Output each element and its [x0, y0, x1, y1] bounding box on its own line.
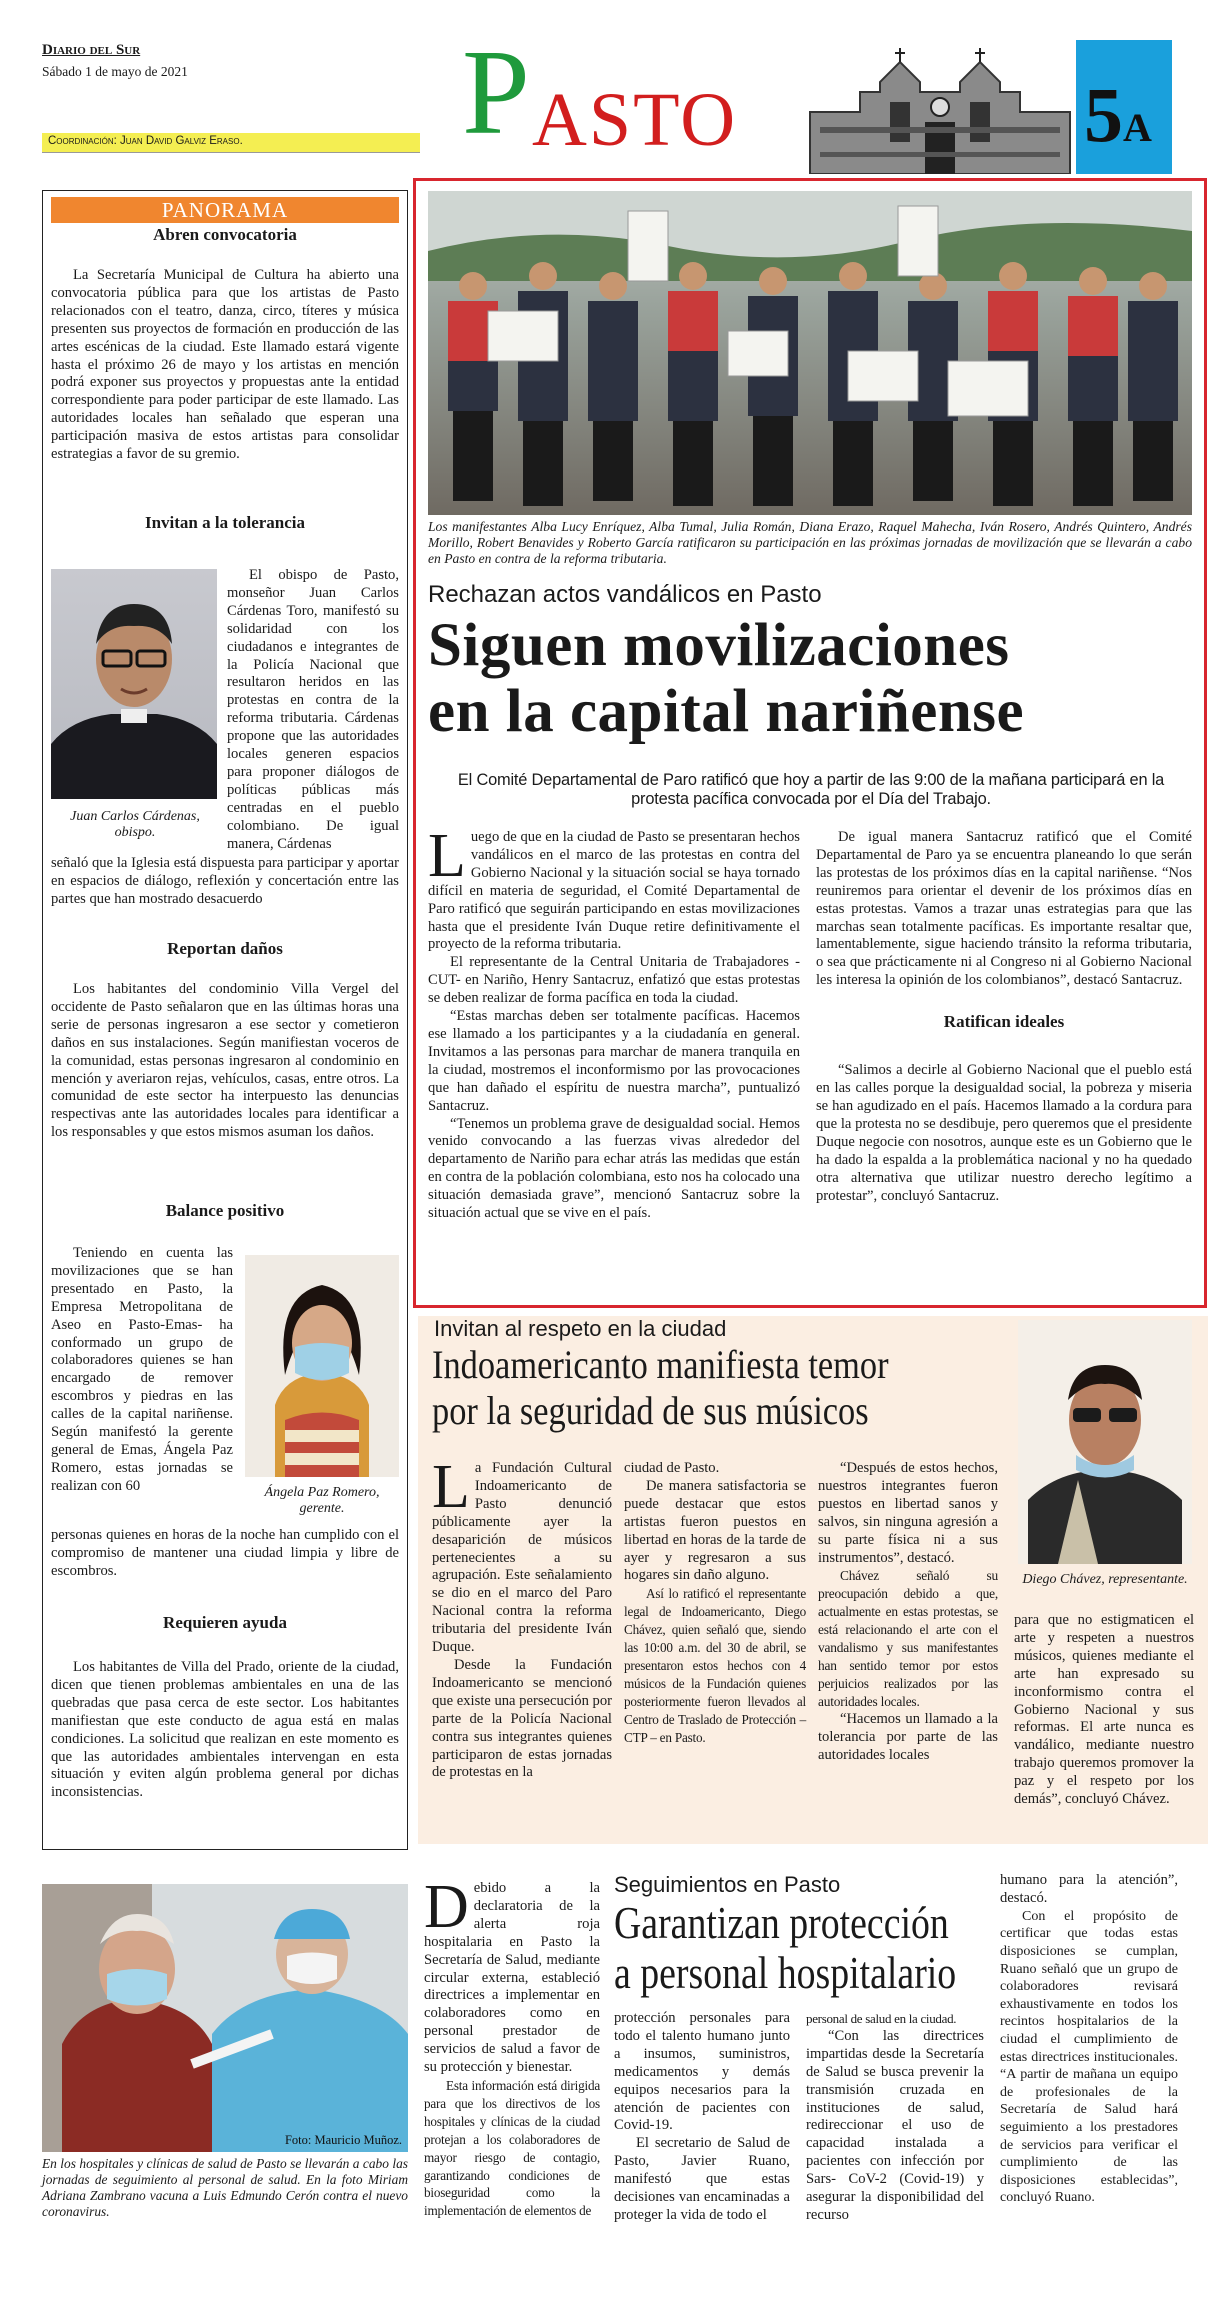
main-paragraph: “Salimos a decirle al Gobierno Nacional que el pueblo está en las calles porque la desigualdad social, la pobreza y miseria se han agudizado en el país. Hacemos llamado a la cordura para que la protesta no se desdibuje, pero queremos que el presidente Duque negocie con nosotros, aunque este es un Gobierno que le ha dado la espalda a la problemática nacional y no ha quedado otra alternativa que utilizar nuestro derecho legítimo a protestar”, concluyó Santacruz.: [816, 1062, 1192, 1204]
masthead: [0, 0, 1228, 178]
hospital-paragraph: Con el propósito de certificar que todas estas disposiciones se cumplan, Ruano señaló que un grupo de colaboradores revisará exhaustivamente en todos los recintos hospitalarios de la ciudad el cumplimiento de estas directrices institucionales. “A partir de mañana un equipo de profesionales de la Secretaría de Salud hará seguimiento a los prestadores de servicios para verificar el cumplimiento de las disposiciones establecidas”, concluyó Ruano.: [1000, 1908, 1178, 2206]
protest-photo-caption: Los manifestantes Alba Lucy Enríquez, Alba Tumal, Julia Román, Diana Erazo, Raquel Mahecha, Iván Rosero, Andrés Quintero, Andrés Morillo, Robert Benavides y Roberto García ratificaron su participación en las próximas jornadas de movilización que se llevarán a cabo en Pasto en contra de la reforma tributaria.: [428, 519, 1192, 566]
newspaper-name: Diario del Sur: [42, 42, 141, 58]
main-headline: [428, 613, 1192, 745]
indo-paragraph: para que no estigmaticen el arte y respeten a nuestros músicos, quienes mediante el arte han expresado su inconformismo contra el Gobierno Nacional y sus reformas. El arte nunca es vandálico, mediante nuestro trabajo queremos promover la paz y el respeto por los demás”, concluyó Chávez.: [1014, 1612, 1194, 1808]
main-deck: El Comité Departamental de Paro ratificó que hoy a partir de las 9:00 de la mañana participará en la protesta pacífica convocada por el Día del Trabajo.: [457, 771, 1165, 808]
hospital-headline-line2: a personal hospitalario: [614, 1948, 957, 1998]
main-headline-line2: en la capital nariñense: [428, 678, 1025, 745]
main-paragraph: El representante de la Central Unitaria de Trabajadores -CUT- en Nariño, Henry Santacruz, enfatizó que estas protestas se deben realizar de forma pacífica en toda la ciudad.: [428, 954, 800, 1007]
vaccination-photo: [42, 1884, 408, 2152]
main-paragraph: “Estas marchas deben ser totalmente pacíficas. Hacemos ese llamado a los participantes y a la ciudadanía en general. Invitamos a las personas para marchar de manera tranquila en la ciudad, mostremos el inconformismo por las provocaciones que han dañado el espíritu de nuestra marcha”, puntualizó Santacruz.: [428, 1008, 800, 1114]
hospital-paragraph: Debido a la declaratoria de la alerta roja hospitalaria en Pasto la Secretaría de Salud, mediante circular externa, estableció directrices a implementar en colaboradores como en personal prestador de servicios de salud a favor de su protección y bienestar.: [424, 1873, 600, 2076]
diego-photo: [1018, 1320, 1192, 1564]
indo-paragraph: ciudad de Pasto.: [624, 1460, 720, 1476]
hospital-paragraph: protección personales para todo el talento humano junto a insumos, suministros, medicamentos y demás equipos necesarios para la atención de pacientes con Covid-19.: [614, 2010, 790, 2134]
brief-text: Los habitantes del condominio Villa Vergel del occidente de Pasto señalaron que en las últimas horas una serie de personas ingresaron a ese sector y cometieron daños en sus instalaciones. Según manifiestan voceros de la comunidad, estas personas ingresaron al condominio en mención y averiaron rejas, vehículos, casas, entre otros. La comunidad de este sector ha interpuesto las denuncias respectivas ante las autoridades locales para identificar a los responsables y que estos mismos asuman los daños.: [51, 981, 399, 1141]
hospital-paragraph: personal de salud en la ciudad.: [806, 2011, 957, 2026]
hospital-headline-line1: Garantizan protección: [614, 1898, 949, 1948]
indo-col-1: [432, 1453, 612, 1782]
protest-photo: [428, 191, 1192, 515]
indo-headline-line1: Indoamericanto manifiesta temor: [432, 1342, 889, 1387]
gerente-photo: [245, 1255, 399, 1477]
main-col-2: [816, 829, 1192, 1205]
main-kicker: Rechazan actos vandálicos en Pasto: [428, 581, 822, 608]
main-col-1: [428, 822, 800, 1223]
hospital-paragraph: Esta información está dirigida para que los directivos de los hospitales y clínicas de la ciudad protejan a los colaboradores de mayor riesgo de contagio, garantizando condiciones de bioseguridad como la implementación de elementos de: [424, 2077, 600, 2219]
diego-caption: Diego Chávez, representante.: [1022, 1572, 1188, 1587]
issue-date: Sábado 1 de mayo de 2021: [42, 64, 188, 79]
brief-text: Teniendo en cuenta las movilizaciones que se han presentado en Pasto, la Empresa Metropolitana de Aseo en Pasto-Emas- ha conformado un grupo de colaboradores quienes se han encargado de remover escombros y piedras en las calles de la capital nariñense. Según manifestó la gerente general de Emas, Ángela Paz Romero, estas jornadas se realizan con 60: [51, 1245, 233, 1494]
main-paragraph: De igual manera Santacruz ratificó que el Comité Departamental de Paro ya se encuentra planeando lo que serán las protestas de los próximos días en la capital nariñense. “Nos reuniremos para orientar el devenir de los próximos días en estas protestas. Vamos a trazar unas estrategias para que las marchas sean totalmente pacíficas. Es importante resaltar que, lamentablemente, sigue haciendo tránsito la reforma tributaria, o sea que prácticamente ni al Congreso ni al Gobierno Nacional les interesa la opinión de los colombianos”, destacó Santacruz.: [816, 829, 1192, 989]
section-title: [462, 25, 738, 168]
brief-heading: Invitan a la tolerancia: [144, 513, 306, 532]
photo-credit: Foto: Mauricio Muñoz.: [284, 2133, 402, 2147]
indo-paragraph: De manera satisfactoria se puede destacar que estos artistas fueron puestos en libertad en horas de la tarde de ayer y regresaron a sus hogares sin daño alguno.: [624, 1477, 806, 1584]
brief-heading: Abren convocatoria: [153, 225, 297, 244]
hospital-paragraph: humano para la atención”, destacó.: [1000, 1872, 1178, 1906]
main-story-box: [413, 178, 1207, 1308]
brief-text: señaló que la Iglesia está dispuesta para participar y aportar en espacios de diálogo, reflexión y concertación entre las partes que han mostrado desacuerdo: [51, 855, 399, 907]
bishop-photo: [51, 569, 217, 799]
coordination-text: Coordinación: Juan David Galviz Eraso.: [48, 135, 243, 147]
brief-heading: Requieren ayuda: [163, 1613, 287, 1632]
indo-paragraph: La Fundación Cultural Indoamericanto de Pasto denunció públicamente ayer la desaparición de músicos pertenecientes a su agrupación. Este señalamiento se dio en el marco del Paro Nacional contra la reforma tributaria del presidente Iván Duque.: [432, 1453, 612, 1656]
cathedral-illustration: [800, 42, 1080, 174]
brief-text: personas quienes en horas de la noche han cumplido con el compromiso de mantener una ciudad limpia y libre de escombros.: [51, 1527, 399, 1579]
section-rest: ASTO: [532, 78, 738, 162]
indo-headline: [432, 1342, 939, 1434]
page-number-box: [1076, 40, 1172, 174]
panorama-sidebar: [42, 190, 408, 1850]
section-initial: P: [462, 25, 530, 160]
indo-headline-line2: por la seguridad de sus músicos: [432, 1388, 869, 1433]
indo-paragraph: Chávez señaló su preocupación debido a que, actualmente en estas protestas, se está relacionando el arte con el vandalismo y sus manifestantes han sentido temor por estos perjuicios realizados por las autoridades locales.: [818, 1568, 998, 1709]
main-headline-line1: Siguen movilizaciones: [428, 612, 1010, 679]
indo-paragraph: Así lo ratificó el representante legal de Indoamericanto, Diego Chávez, quien señaló que, siendo las 10:00 a.m. del 30 de abril, se presentaron estos hechos con 4 músicos de la Fundación quienes posteriormente fueron llevados al Centro de Traslado de Protección – CTP – en Pasto.: [624, 1586, 806, 1745]
indo-col-2: [624, 1460, 806, 1747]
brief-heading: Balance positivo: [165, 1201, 285, 1220]
indo-col-3: [818, 1460, 998, 1764]
hospital-headline: [614, 1898, 967, 1998]
brief-heading: Reportan daños: [167, 939, 283, 958]
hospital-kicker: Seguimientos en Pasto: [614, 1872, 841, 1897]
hospital-col-2: [614, 2010, 790, 2225]
indo-paragraph: “Hacemos un llamado a la tolerancia por parte de las autoridades locales: [818, 1710, 998, 1763]
panorama-title-bar: [51, 197, 399, 223]
brief-text: La Secretaría Municipal de Cultura ha abierto una convocatoria pública para que los artistas de Pasto relacionados con el teatro, danza, circo, títeres y música presenten sus proyectos de formación en producción de las artes escénicas de la ciudad. Este llamado estará vigente hasta el próximo 26 de mayo y los artistas en mención podrá exponer sus proyectos y propuestas ante la entidad correspondiente para poder participar de este llamado. Las autoridades locales han señalado que esperan una participación masiva de estos artistas para consolidar estrategias a favor de su gremio.: [51, 267, 399, 463]
vaccination-caption: En los hospitales y clínicas de salud de Pasto se llevarán a cabo las jornadas de seguimiento al personal de salud. En la foto Miriam Adriana Zambrano vacuna a Luis Edmundo Cerón contra el nuevo coronavirus.: [42, 2156, 408, 2219]
panorama-title: PANORAMA: [161, 198, 289, 222]
bishop-caption: Juan Carlos Cárdenas, obispo.: [70, 809, 200, 840]
main-subhead: Ratifican ideales: [943, 1012, 1065, 1032]
indoamericanto-story: [418, 1316, 1208, 1844]
main-paragraph: “Tenemos un problema grave de desigualdad social. Hemos venido convocando a las fuerzas vivas alrededor del departamento de Nariño para echar atrás las medidas que están en contra de la población colombiana, esto nos ha colocado una situación demasiada grave”, mencionó Santacruz sobre la situación actual que se vive en el país.: [428, 1115, 800, 1222]
main-paragraph: Luego de que en la ciudad de Pasto se presentaran hechos vandálicos en el marco de las protestas en contra del Gobierno Nacional y la situación social se haya tornado difícil en materia de seguridad, el Comité Departamental de Paro ratificó que seguirán participando en estas movilizaciones hasta que el presidente Iván Duque retire definitivamente el proyecto de la reforma tributaria.: [428, 822, 800, 953]
indo-paragraph: “Después de estos hechos, nuestros integrantes fueron puestos en libertad sanos y salvos, sin ninguna agresión a su parte física ni a sus instrumentos”, destacó.: [818, 1460, 998, 1566]
gerente-caption: Ángela Paz Romero, gerente.: [264, 1485, 380, 1516]
hospital-col-1: [424, 1873, 600, 2220]
brief-text: Los habitantes de Villa del Prado, oriente de la ciudad, dicen que tienen problemas ambientales en una de las quebradas que pasa cerca de este sector. Los habitantes manifiestan que este conducto de agua está en malas condiciones. La solicitud que realizan en este momento es que las autoridades ambientales intervengan en esta situación y eviten algún problema general por dichas inconsistencias.: [51, 1659, 399, 1801]
indo-paragraph: Desde la Fundación Indoamericanto se mencionó que existe una persecución por parte de la Policía Nacional contra sus integrantes quienes participaron de estas jornadas de protestas en la: [432, 1656, 612, 1781]
page-number: 5A: [1084, 71, 1152, 158]
hospital-paragraph: El secretario de Salud de Pasto, Javier Ruano, manifestó que estas decisiones van encaminadas a proteger la vida de todo el: [614, 2135, 790, 2223]
brief-text: El obispo de Pasto, monseñor Juan Carlos Cárdenas Toro, manifestó su solidaridad con los ciudadanos e integrantes de la Policía Nacional que resultaron heridos en las protestas en contra de la reforma tributaria. Cárdenas propone que las autoridades locales generen espacios para proponer diálogos de políticas públicas más centradas en el pueblo colombiano. De igual manera, Cárdenas: [227, 567, 399, 852]
hospital-paragraph: “Con las directrices impartidas desde la Secretaría de Salud se busca prevenir la transmisión cruzada en instituciones de salud, redireccionar el uso de capacidad instalada a pacientes con infección por Sars- CoV-2 (Covid-19) y asegurar la disponibilidad del recurso: [806, 2027, 984, 2223]
hospital-col-4: [1000, 1872, 1178, 2207]
hospital-col-3: [806, 2010, 984, 2225]
indo-kicker: Invitan al respeto en la ciudad: [434, 1316, 727, 1341]
coordination-bar: [42, 133, 420, 153]
